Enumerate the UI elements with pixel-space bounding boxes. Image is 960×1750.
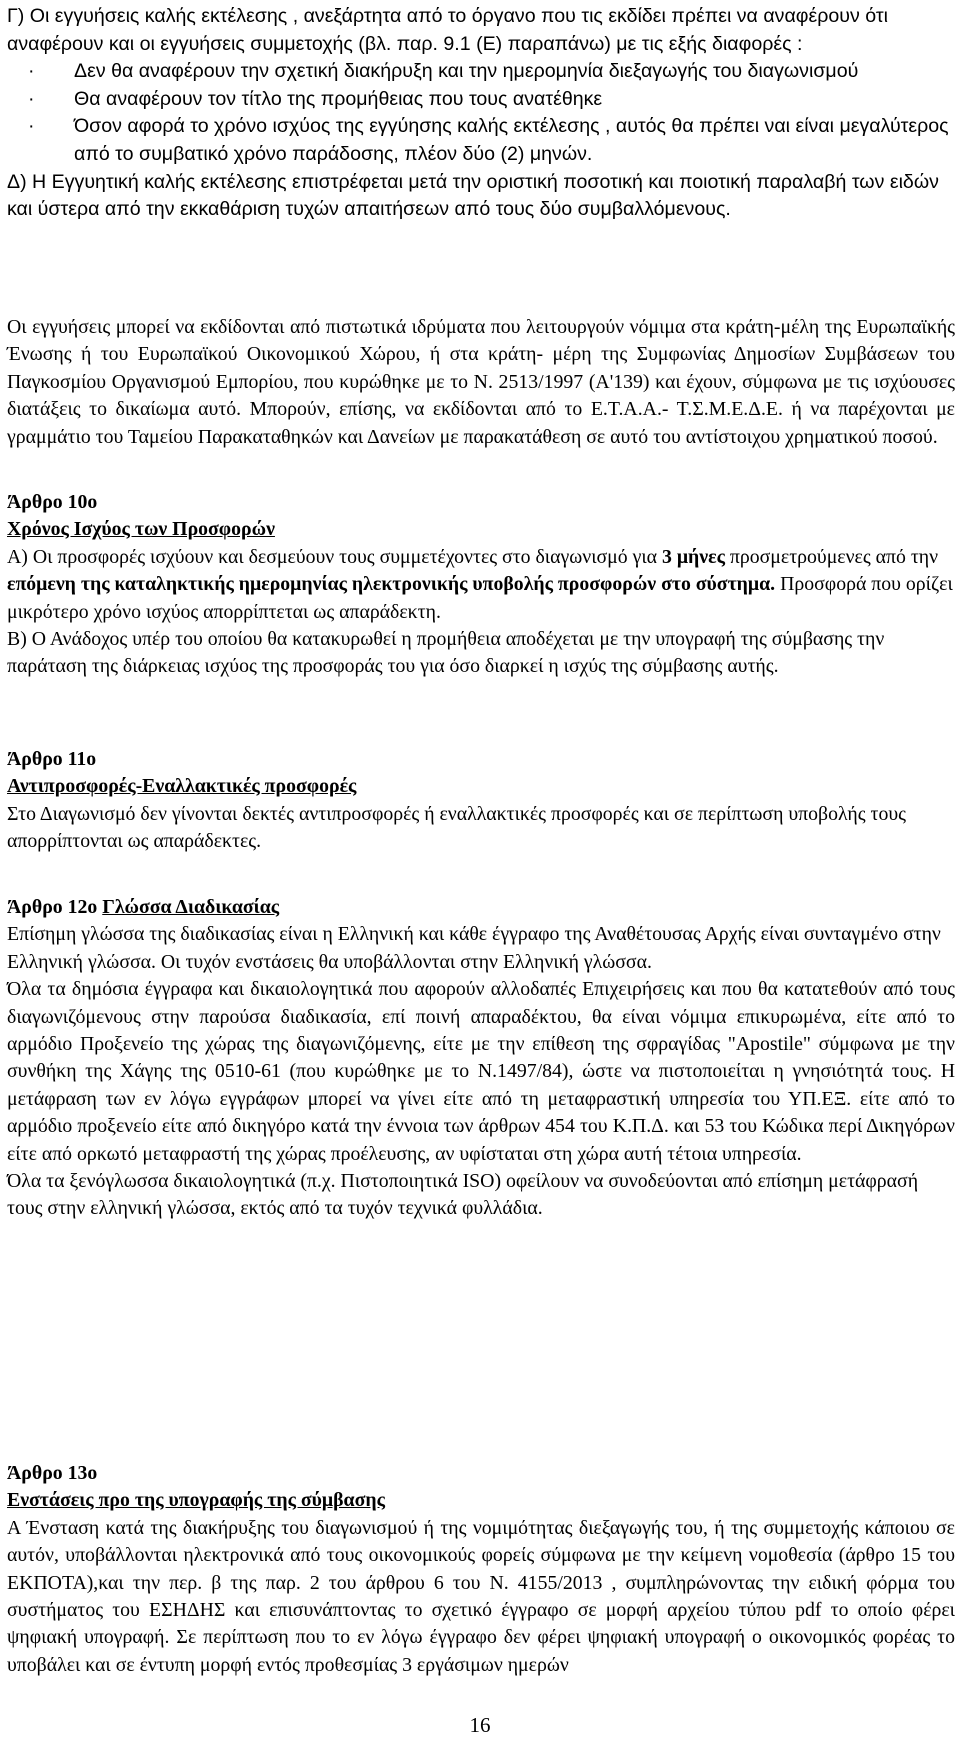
article-13-text: Α Ένσταση κατά της διακήρυξης του διαγωνισμού ή της νομιμότητας διεξαγωγής του, ή της συμμετοχής κάποιου σε αυτόν, υποβάλλονται ηλεκτρονικά από τους οικονομικούς φορείς σύμφωνα με την κείμενη νομοθεσία (άρθρο 15 του ΕΚΠΟΤΑ),και την περ. β της παρ. 2 του άρθρου 6 του Ν. 4155/2013 , συμπληρώνοντας την ειδική φόρμα του συστήματος του ΕΣΗΔΗΣ και επισυνάπτοντας το σχετικό έγγραφο σε μορφή αρχείου τύπου pdf το οποίο φέρει ψηφιακή υπογραφή. Σε περίπτωση που το εν λόγω έγγραφο δεν φέρει ψηφιακή υπογραφή ο οικονομικός φορέας το υποβάλει και σε έντυπη μορφή εντός προθεσμίας 3 εργάσιμων ημερών bbox=[7, 1516, 955, 1676]
article-heading: Άρθρο 11ο bbox=[7, 748, 97, 770]
article-heading bbox=[7, 894, 955, 921]
article-11-text: Στο Διαγωνισμό δεν γίνονται δεκτές αντιπροσφορές ή εναλλακτικές προσφορές και σε περίπτωση υποβολής τους απορρίπτονται ως απαράδεκτες. bbox=[7, 802, 907, 853]
bullet-item bbox=[7, 86, 955, 114]
article-title: Ενστάσεις προ της υπογραφής της σύμβασης bbox=[7, 1489, 385, 1512]
article-heading: Άρθρο 10ο bbox=[7, 491, 98, 513]
bullet-text: Δεν θα αναφέρουν την σχετική διακήρυξη και την ημερομηνία διεξαγωγής του διαγωνισμού bbox=[74, 60, 859, 83]
gamma-paragraph: Γ) Οι εγγυήσεις καλής εκτέλεσης , ανεξάρτητα από το όργανο που τις εκδίδει πρέπει να αναφέρουν ότι αναφέρουν και οι εγγυήσεις συμμετοχής (βλ. παρ. 9.1 (Ε) παραπάνω) με τις εξής διαφορές : bbox=[7, 5, 888, 55]
page-number: 16 bbox=[469, 1713, 491, 1737]
bold-text-run: 3 μήνες bbox=[662, 545, 725, 568]
bullet-item bbox=[7, 58, 955, 86]
article-10-paragraph-a bbox=[7, 544, 955, 626]
article-title: Χρόνος Ισχύος των Προσφορών bbox=[7, 518, 275, 541]
bullet-item bbox=[7, 113, 955, 168]
article-13 bbox=[7, 1460, 955, 1679]
bullet-text: Όσον αφορά το χρόνο ισχύος της εγγύησης καλής εκτέλεσης , αυτός θα πρέπει ναι είναι μεγαλύτερος από το συμβατικό χρόνο παράδοσης, πλέον δύο (2) μηνών. bbox=[74, 115, 949, 165]
article-12-paragraph: Όλα τα δημόσια έγγραφα και δικαιολογητικά που αφορούν αλλοδαπές Επιχειρήσεις και που θα κατατεθούν από τους διαγωνιζόμενους στην παρούσα διαδικασία, επί ποινή απαραδέκτου, θα είναι νόμιμα επικυρωμένα, είτε από το αρμόδιο Προξενείο της χώρας της διαγωνιζόμενης, είτε με την επίθεση της σφραγίδας "Apostile" σύμφωνα με την συνθήκη της Χάγης της 0510-61 (που κυρώθηκε με το Ν.1497/84), ώστε να πιστοποιείται η γνησιότητά τους. Η μετάφραση των εν λόγω εγγράφων μπορεί να γίνει είτε από τη μεταφραστική υπηρεσία του ΥΠ.ΕΞ. είτε από το αρμόδιο προξενείο είτε από δικηγόρο κατά την έννοια των άρθρων 454 του Κ.Π.Δ. και 53 του Κώδικα περί Δικηγόρων είτε από ορκωτό μεταφραστή της χώρας προέλευσης, αν υφίσταται στη χώρα αυτή τέτοια υπηρεσία. bbox=[7, 978, 955, 1165]
text-run: Α) Οι προσφορές ισχύουν και δεσμεύουν τους συμμετέχοντες στο διαγωνισμό για bbox=[7, 545, 662, 568]
article-12-paragraph: Όλα τα ξενόγλωσσα δικαιολογητικά (π.χ. Πιστοποιητικά ISO) οφείλουν να συνοδεύονται από επίσημη μετάφρασή τους στην ελληνική γλώσσα, εκτός από τα τυχόν τεχνικά φυλλάδια. bbox=[7, 1170, 919, 1220]
article-12-paragraph: Επίσημη γλώσσα της διαδικασίας είναι η Ελληνική και κάθε έγγραφο της Αναθέτουσας Αρχής είναι συνταγμένο στην Ελληνική γλώσσα. Οι τυχόν ενστάσεις θα υποβάλλονται στην Ελληνική γλώσσα. bbox=[7, 923, 941, 973]
article-heading: Άρθρο 13ο bbox=[7, 1462, 98, 1484]
bullet-mark: · bbox=[28, 87, 35, 110]
guarantees-issuers-paragraph: Οι εγγυήσεις μπορεί να εκδίδονται από πιστωτικά ιδρύματα που λειτουργούν νόμιμα στα κράτη-μέλη της Ευρωπαϊκής Ένωσης ή του Ευρωπαϊκού Οικονομικού Χώρου, ή στα κράτη- μέρη της Συμφωνίας Δημοσίων Συμβάσεων του Παγκοσμίου Οργανισμού Εμπορίου, που κυρώθηκε με το Ν. 2513/1997 (Α'139) και έχουν, σύμφωνα με τις ισχύουσες διατάξεις το δικαίωμα αυτό. Μπορούν, επίσης, να εκδίδονται από το Ε.Τ.Α.Α.- Τ.Σ.Μ.Ε.Δ.Ε. ή να παρέχονται με γραμμάτιο του Ταμείου Παρακαταθηκών και Δανείων με παρακατάθεση σε αυτό του αντίστοιχου χρηματικού ποσού. bbox=[7, 316, 955, 448]
guarantee-conditions-section bbox=[7, 3, 955, 224]
article-title: Γλώσσα Διαδικασίας bbox=[102, 896, 280, 918]
article-10 bbox=[7, 489, 955, 681]
text-run: προσμετρούμενες από την bbox=[724, 545, 939, 568]
bullet-text: Θα αναφέρουν τον τίτλο της προμήθειας που τους ανατέθηκε bbox=[74, 87, 603, 110]
bold-text-run: επόμενη της καταληκτικής ημερομηνίας ηλεκτρονικής υποβολής προσφορών στο σύστημα. bbox=[7, 573, 776, 596]
article-12 bbox=[7, 894, 955, 1223]
delta-paragraph: Δ) Η Εγγυητική καλής εκτέλεσης επιστρέφεται μετά την οριστική ποσοτική και ποιοτική παραλαβή των ειδών και ύστερα από την εκκαθάριση τυχών απαιτήσεων από τους δύο συμβαλλόμενους. bbox=[7, 170, 939, 221]
bullet-mark: · bbox=[28, 60, 35, 83]
article-11 bbox=[7, 746, 955, 856]
article-title: Αντιπροσφορές-Εναλλακτικές προσφορές bbox=[7, 775, 357, 798]
article-heading-number: Άρθρο 12ο bbox=[7, 896, 98, 918]
article-10-paragraph-b: Β) Ο Ανάδοχος υπέρ του οποίου θα κατακυρωθεί η προμήθεια αποδέχεται με την υπογραφή της σύμβασης την παράταση της διάρκειας ισχύος της προσφοράς του για όσο διαρκεί η ισχύς της σύμβασης αυτής. bbox=[7, 628, 885, 678]
bullet-mark: · bbox=[28, 115, 35, 138]
text-run: Προσφορά που ορίζει μικρότερο χρόνο ισχύος απορρίπτεται ως απαράδεκτη. bbox=[7, 573, 953, 623]
